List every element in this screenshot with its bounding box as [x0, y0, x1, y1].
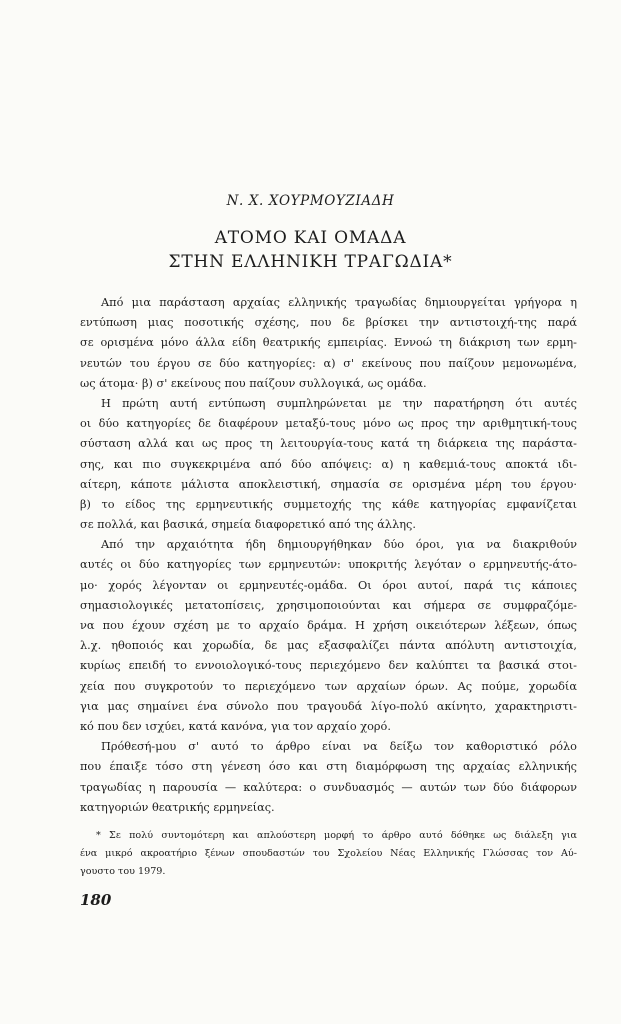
author-name: Ν. Χ. ΧΟΥΡΜΟΥΖΙΑΔΗ: [226, 193, 395, 209]
footnote: [80, 827, 577, 881]
text-line: νευτών του έργου σε δύο κατηγορίες: α) σ' εκείνους που παίζουν μεμονωμένα,: [80, 356, 577, 370]
footnote-line: ένα μικρό ακροατήριο ξένων σπουδαστών του Σχολείου Νέας Ελληνικής Γλώσσας τον Αύ-: [80, 848, 577, 859]
text-line: σημασιολογικές μετατοπίσεις, χρησιμοποιούνται και σήμερα σε συμφραζόμε-: [80, 598, 577, 612]
footnote-line: * Σε πολύ συντομότερη και απλούστερη μορφή το άρθρο αυτό δόθηκε ως διάλεξη για: [96, 830, 577, 841]
text-line: μο· χορός λέγονταν οι ερμηνευτές-ομάδα. Οι όροι αυτοί, παρά τις κάποιες: [80, 578, 577, 592]
text-line: Πρόθεσή-μου σ' αυτό το άρθρο είναι να δείξω τον καθοριστικό ρόλο: [101, 740, 577, 754]
page-number: 180: [80, 891, 112, 909]
text-line: Η πρώτη αυτή εντύπωση συμπληρώνεται με την παρατήρηση ότι αυτές: [101, 396, 577, 410]
text-line: λ.χ. ηθοποιός και χορωδία, δε μας εξασφαλίζει πάντα απόλυτη αντιστοιχία,: [80, 639, 577, 653]
text-line: χεία που συγκροτούν το περιεχόμενο των αρχαίων όρων. Ας πούμε, χορωδία: [80, 679, 577, 693]
text-line: για μας σημαίνει ένα σύνολο που τραγουδά λίγο-πολύ ακίνητο, χαρακτηριστι-: [80, 699, 577, 713]
article-body: [80, 293, 577, 818]
text-line: σύσταση αλλά και ως προς τη λειτουργία-τους κατά τη διάρκεια της παράστα-: [80, 437, 577, 451]
text-line: αίτερη, κάποτε μάλιστα αποκλειστική, σημασία σε ορισμένα μέρη του έργου·: [80, 477, 577, 491]
text-line: Από την αρχαιότητα ήδη δημιουργήθηκαν δύο όροι, για να διακριθούν: [101, 538, 577, 552]
paragraph: [80, 293, 577, 394]
text-line: σε ορισμένα μόνο άλλα είδη θεατρικής εμπειρίας. Εννοώ τη διάκριση των ερμη-: [80, 336, 577, 350]
paragraph: [80, 737, 577, 818]
text-line: σης, και πιο συγκεκριμένα από δύο απόψεις: α) η καθεμιά-τους αποκτά ιδι-: [80, 457, 577, 471]
paragraph: [80, 535, 577, 737]
text-line: κατηγοριών θεατρικής ερμηνείας.: [80, 800, 275, 814]
text-line: αυτές οι δύο κατηγορίες των ερμηνευτών: υποκριτής λεγόταν ο ερμηνευτής-άτο-: [80, 558, 577, 572]
paragraph: [80, 394, 577, 535]
article-title: [0, 226, 621, 274]
title-line: ΑΤΟΜΟ ΚΑΙ ΟΜΑΔΑ: [214, 228, 407, 248]
text-line: β) το είδος της ερμηνευτικής συμμετοχής της κάθε κατηγορίας εμφανίζεται: [80, 497, 577, 511]
text-line: σε πολλά, και βασικά, σημεία διαφορετικό από της άλλης.: [80, 518, 416, 532]
text-line: εντύπωση μιας ποσοτικής σχέσης, που δε βρίσκει την αντιστοιχή-της παρά: [80, 316, 577, 330]
text-line: ως άτομα· β) σ' εκείνους που παίζουν συλλογικά, ως ομάδα.: [80, 376, 427, 390]
title-line: ΣΤΗΝ ΕΛΛΗΝΙΚΗ ΤΡΑΓΩΔΙΑ*: [168, 252, 453, 272]
text-line: κό που δεν ισχύει, κατά κανόνα, για τον αρχαίο χορό.: [80, 719, 391, 733]
footnote-line: γουστο του 1979.: [80, 866, 166, 877]
text-line: να που έχουν σχέση με το αρχαίο δράμα. Η χρήση οικειότερων λέξεων, όπως: [80, 619, 577, 632]
text-line: κυρίως επειδή το εννοιολογικό-τους περιεχόμενο δεν καλύπτει τα βασικά στοι-: [80, 659, 577, 673]
text-line: οι δύο κατηγορίες δε διαφέρουν μεταξύ-τους μόνο ως προς την αριθμητική-τους: [80, 417, 577, 431]
text-line: τραγωδίας η παρουσία — καλύτερα: ο συνδυασμός — αυτών των δύο διάφορων: [80, 780, 577, 794]
text-line: που έπαιξε τόσο στη γένεση όσο και στη διαμόρφωση της αρχαίας ελληνικής: [80, 760, 577, 774]
text-line: Από μια παράσταση αρχαίας ελληνικής τραγωδίας δημιουργείται γρήγορα η: [101, 296, 577, 309]
